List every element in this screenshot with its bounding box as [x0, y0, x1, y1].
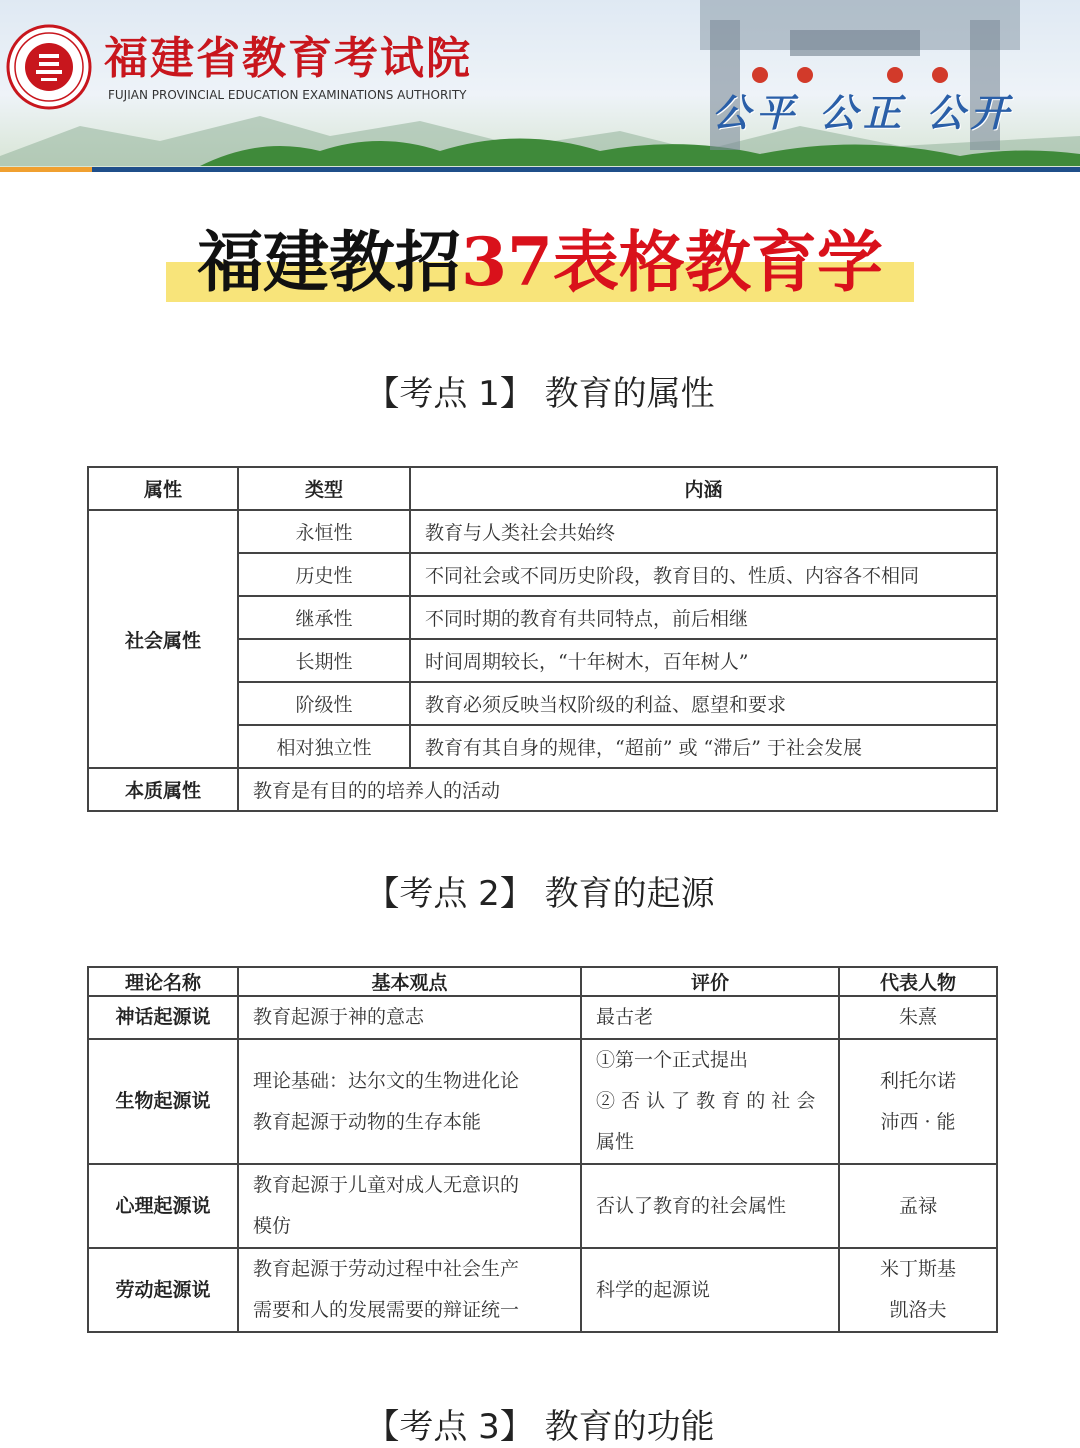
- table-row: [88, 768, 997, 811]
- people-cell: [839, 1248, 997, 1332]
- theory-name-cell: 神话起源说: [88, 996, 238, 1039]
- eval-cell: [581, 1039, 839, 1164]
- header-cell: 内涵: [410, 467, 997, 510]
- person: 米丁斯基: [879, 1258, 956, 1280]
- header-cell: 属性: [88, 467, 238, 510]
- type-cell: 历史性: [238, 553, 410, 596]
- title-black-part: 福建教招: [197, 223, 462, 301]
- table-row: [88, 1164, 997, 1248]
- header-cell: 理论名称: [88, 967, 238, 996]
- type-cell: 阶级性: [238, 682, 410, 725]
- eval-line: 科学的起源说: [596, 1278, 711, 1301]
- people-cell: [839, 1039, 997, 1164]
- people-cell: [839, 996, 997, 1039]
- education-origin-table: [87, 966, 998, 1333]
- section-1-heading: 【考点 1】 教育的属性: [365, 374, 715, 414]
- section-2-heading: 【考点 2】 教育的起源: [365, 874, 715, 914]
- type-cell: 长期性: [238, 639, 410, 682]
- meaning-cell: 时间周期较长，“十年树木，百年树人”: [410, 639, 997, 682]
- type-cell: 永恒性: [238, 510, 410, 553]
- table-row: [88, 510, 997, 553]
- accent-bar-blue: [92, 167, 1080, 172]
- person: 凯洛夫: [889, 1299, 947, 1321]
- people-cell: [839, 1164, 997, 1248]
- view-line: 教育起源于劳动过程中社会生产: [253, 1258, 520, 1280]
- meaning-cell: 教育有其自身的规律，“超前” 或 “滞后” 于社会发展: [410, 725, 997, 768]
- table-row: [88, 1039, 997, 1164]
- meaning-cell: 教育与人类社会共始终: [410, 510, 997, 553]
- type-cell: 继承性: [238, 596, 410, 639]
- view-cell: [238, 996, 581, 1039]
- eval-line: 属性: [596, 1131, 635, 1153]
- theory-name-cell: 劳动起源说: [88, 1248, 238, 1332]
- group-label: 社会属性: [88, 510, 238, 768]
- seal-logo-icon: [6, 24, 92, 110]
- type-cell: 相对独立性: [238, 725, 410, 768]
- table-header-row: [88, 467, 997, 510]
- org-name-cn: 福建省教育考试院: [104, 33, 472, 84]
- education-attributes-table: [87, 466, 998, 812]
- title-red-part: 37表格教育学: [461, 223, 883, 301]
- org-name-en: FUJIAN PROVINCIAL EDUCATION EXAMINATIONS AUTHORITY: [108, 88, 467, 102]
- view-cell: [238, 1039, 581, 1164]
- eval-line: ①第一个正式提出: [596, 1049, 749, 1071]
- header-cell: 类型: [238, 467, 410, 510]
- eval-cell: [581, 996, 839, 1039]
- person: 朱熹: [898, 1006, 937, 1028]
- eval-line: ② 否 认 了 教 育 的 社 会: [596, 1090, 816, 1112]
- header-cell: 评价: [581, 967, 839, 996]
- view-line: 需要和人的发展需要的辩证统一: [253, 1299, 520, 1321]
- group-label: 本质属性: [88, 768, 238, 811]
- meaning-cell: 教育是有目的的培养人的活动: [238, 768, 997, 811]
- accent-bar: [0, 167, 92, 172]
- meaning-cell: 不同时期的教育有共同特点，前后相继: [410, 596, 997, 639]
- view-cell: [238, 1248, 581, 1332]
- person: 孟禄: [898, 1194, 937, 1217]
- table-header-row: [88, 967, 997, 996]
- table-row: [88, 996, 997, 1039]
- header-cell: 代表人物: [839, 967, 997, 996]
- section-3-heading: 【考点 3】 教育的功能: [365, 1407, 715, 1447]
- header-banner: [0, 0, 1080, 172]
- eval-line: 最古老: [596, 1006, 654, 1028]
- meaning-cell: 不同社会或不同历史阶段，教育目的、性质、内容各不相同: [410, 553, 997, 596]
- view-line: 理论基础：达尔文的生物进化论: [253, 1069, 520, 1092]
- view-line: 教育起源于儿童对成人无意识的: [253, 1174, 520, 1196]
- view-line: 教育起源于动物的生存本能: [253, 1110, 482, 1133]
- page-title: [166, 220, 914, 304]
- theory-name-cell: 生物起源说: [88, 1039, 238, 1164]
- view-line: 教育起源于神的意志: [253, 1006, 425, 1028]
- theory-name-cell: 心理起源说: [88, 1164, 238, 1248]
- eval-cell: [581, 1164, 839, 1248]
- table-row: [88, 1248, 997, 1332]
- person: 沛西 · 能: [880, 1110, 956, 1133]
- header-cell: 基本观点: [238, 967, 581, 996]
- view-line: 模仿: [253, 1215, 292, 1237]
- slogan: 公平 公正 公开: [712, 90, 1015, 135]
- eval-cell: [581, 1248, 839, 1332]
- person: 利托尔诺: [879, 1069, 956, 1092]
- meaning-cell: 教育必须反映当权阶级的利益、愿望和要求: [410, 682, 997, 725]
- view-cell: [238, 1164, 581, 1248]
- eval-line: 否认了教育的社会属性: [596, 1194, 787, 1217]
